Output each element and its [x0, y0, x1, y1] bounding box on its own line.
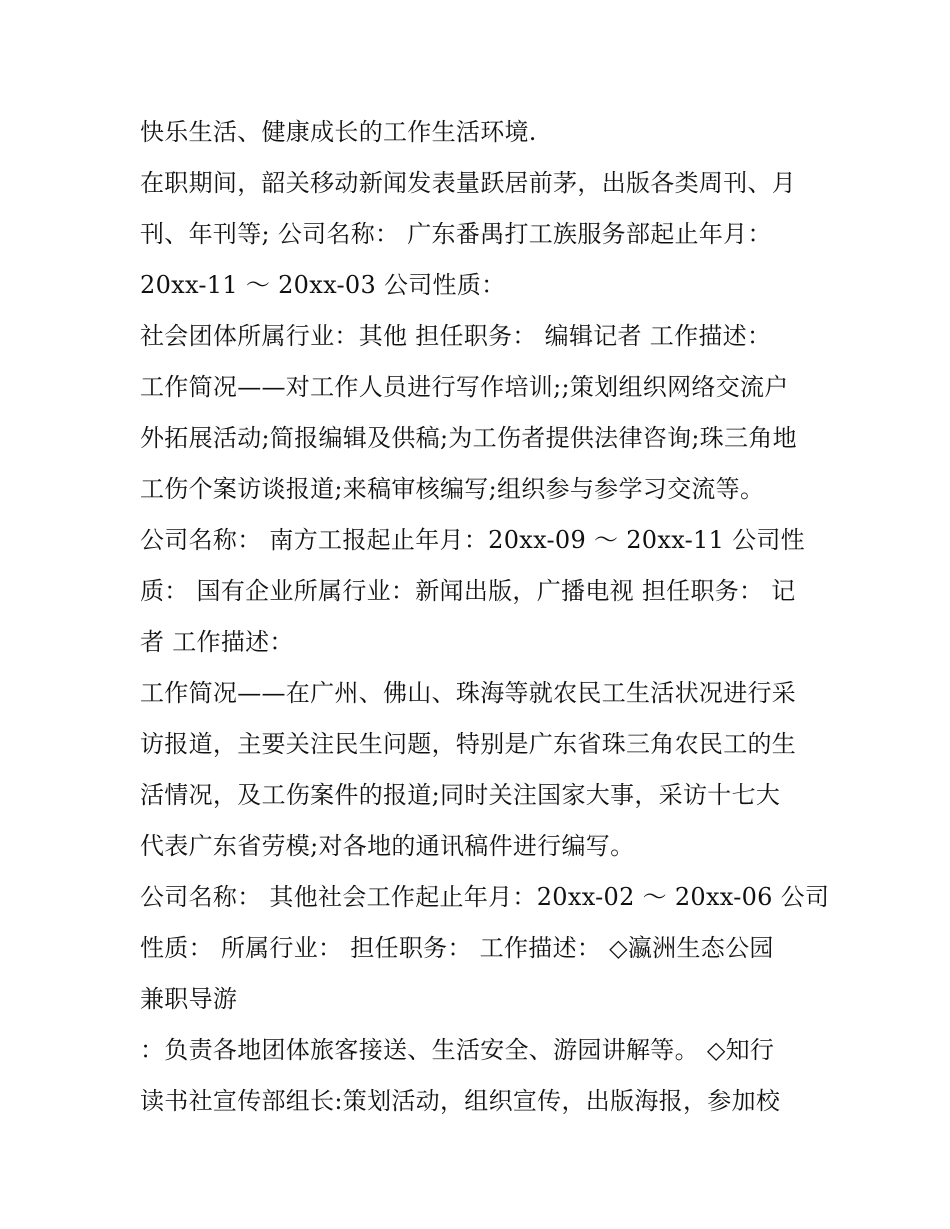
text-line: 外拓展活动;简报编辑及供稿;为工伤者提供法律咨询;珠三角地	[140, 424, 797, 452]
text-line: ：负责各地团体旅客接送、生活安全、游园讲解等。 ◇知行	[140, 1036, 775, 1064]
text-line: 工作简况——对工作人员进行写作培训;;策划组织网络交流户	[140, 373, 789, 401]
text-line: 公司名称： 其他社会工作起止年月：20xx-02 ～ 20xx-06 公司	[140, 883, 830, 911]
text-line: 快乐生活、健康成长的工作生活环境.	[140, 118, 537, 146]
text-line: 在职期间，韶关移动新闻发表量跃居前茅，出版各类周刊、月	[140, 169, 797, 197]
text-line: 访报道，主要关注民生问题，特别是广东省珠三角农民工的生	[140, 730, 797, 758]
text-line: 性质： 所属行业： 担任职务： 工作描述： ◇瀛洲生态公园	[140, 934, 774, 962]
text-line: 工伤个案访谈报道;来稿审核编写;组织参与参学习交流等。	[140, 475, 765, 503]
text-line: 公司名称： 南方工报起止年月：20xx-09 ～ 20xx-11 公司性	[140, 526, 805, 554]
text-line: 质： 国有企业所属行业：新闻出版，广播电视 担任职务： 记	[140, 577, 796, 605]
text-line: 20xx-11 ～ 20xx-03 公司性质：	[140, 271, 506, 299]
body-text	[140, 107, 830, 1127]
text-line: 刊、年刊等; 公司名称： 广东番禺打工族服务部起止年月：	[140, 220, 772, 248]
text-line: 者 工作描述：	[140, 628, 294, 656]
text-line: 社会团体所属行业：其他 担任职务： 编辑记者 工作描述：	[140, 322, 772, 350]
text-line: 代表广东省劳模;对各地的通讯稿件进行编写。	[140, 832, 635, 860]
text-line: 工作简况——在广州、佛山、珠海等就农民工生活状况进行采	[140, 679, 797, 707]
text-line: 活情况，及工伤案件的报道;同时关注国家大事，采访十七大	[140, 781, 781, 809]
text-line: 兼职导游	[140, 985, 238, 1013]
text-line: 读书社宣传部组长:策划活动，组织宣传，出版海报，参加校	[140, 1087, 781, 1115]
